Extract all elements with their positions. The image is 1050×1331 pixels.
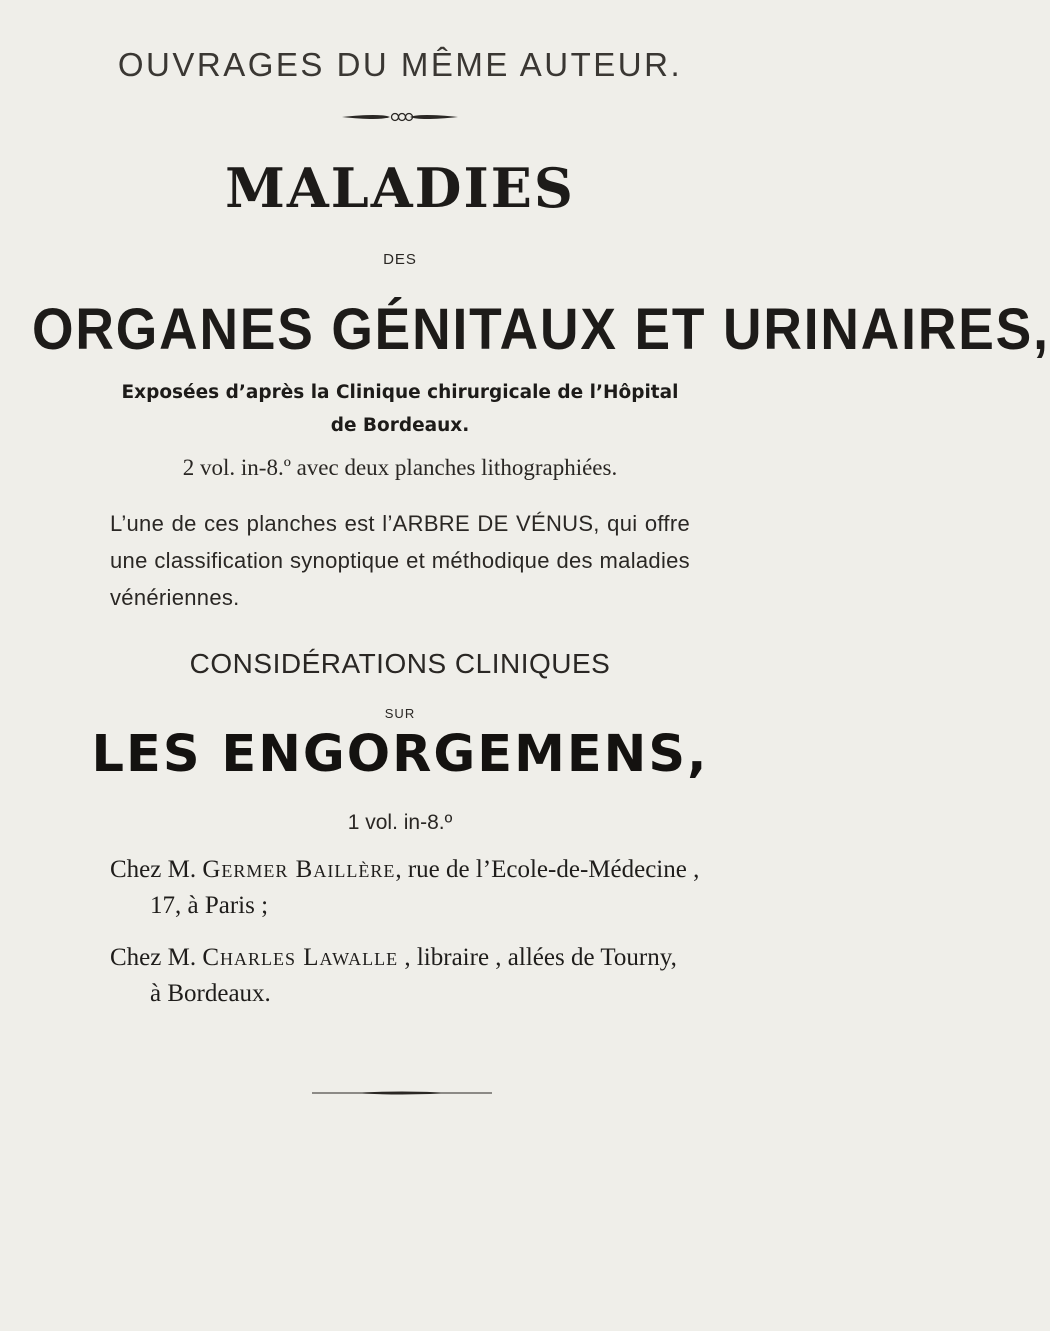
ornament-divider — [340, 110, 460, 124]
book2-title-main: LES ENGORGEMENS, — [91, 725, 709, 784]
book1-description: L’une de ces planches est l’ARBRE DE VÉNUS, qui offre une classification synoptique et méthodique des maladies vénériennes. — [110, 511, 690, 610]
publisher-name: Charles Lawalle — [202, 944, 399, 971]
publisher-city: à Bordeaux. — [150, 980, 271, 1007]
bottom-rule — [312, 1090, 492, 1096]
publisher-address: , rue de l’Ecole-de-Médecine , — [395, 856, 700, 883]
publisher-prefix: Chez M. — [110, 856, 197, 883]
book1-title-top: MALADIES — [225, 156, 575, 220]
book2-sur: SUR — [384, 706, 416, 721]
publisher-address: , libraire , allées de Tourny, — [398, 944, 677, 971]
book1-title-main: ORGANES GÉNITAUX ET URINAIRES, — [32, 297, 1050, 362]
publisher-entry — [110, 852, 710, 924]
publisher-city: 17, à Paris ; — [150, 892, 269, 919]
book1-des: DES — [383, 251, 417, 268]
book1-volumes: 2 vol. in-8.º avec deux planches lithographiées. — [182, 455, 618, 480]
publisher-entry — [110, 940, 710, 1012]
publisher-prefix: Chez M. — [110, 944, 197, 971]
publisher-name: Germer Baillère — [202, 856, 396, 883]
book1-subtitle: Exposées d’après la Clinique chirurgicale de l’Hôpital de Bordeaux. — [121, 382, 679, 436]
book2-volumes: 1 vol. in-8.º — [347, 811, 453, 834]
page-header: OUVRAGES DU MÊME AUTEUR. — [117, 46, 683, 83]
book2-title-top: CONSIDÉRATIONS CLINIQUES — [189, 648, 611, 679]
